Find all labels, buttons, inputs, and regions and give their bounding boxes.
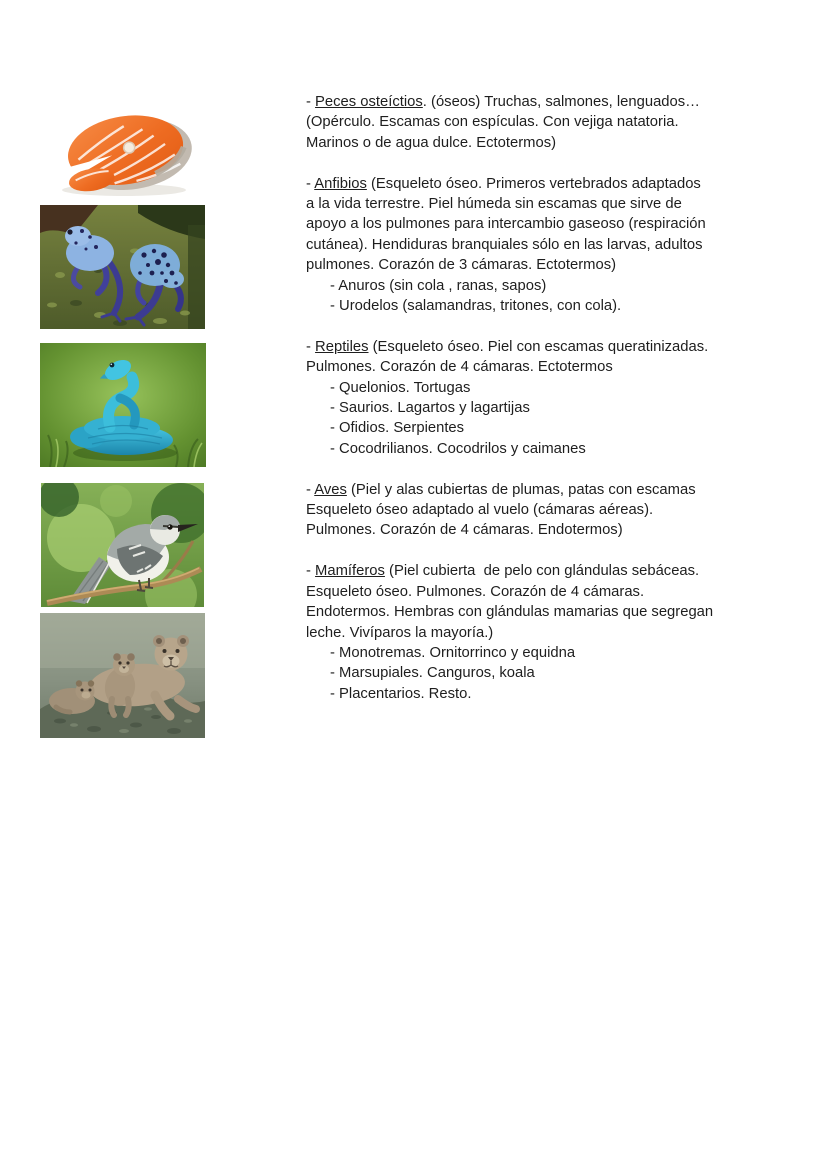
subitem-placentarios: - Placentarios. Resto. [330, 685, 472, 702]
list-dash: - [306, 94, 316, 110]
term-rest: (Piel cubierta de pelo con glándulas sebáceas. [384, 563, 700, 580]
salmon-steak-photo [52, 108, 202, 198]
section-peces-osteictios [306, 92, 742, 153]
list-dash: - [306, 481, 315, 498]
list-dash: - [306, 338, 316, 355]
text-line: leche. Vivíparos la mayoría.) [306, 624, 494, 641]
text-line [306, 337, 742, 357]
section-reptiles [306, 337, 742, 459]
term-rest: (Esqueleto óseo. Primeros vertebrados adaptados [366, 175, 701, 192]
subitem-urodelos: - Urodelos (salamandras, tritones, con cola). [330, 298, 622, 315]
subitem-saurios: - Saurios. Lagartos y lagartijas [330, 400, 530, 417]
section-aves [306, 480, 742, 541]
subitem-cocodrilianos: - Cocodrilianos. Cocodrilos y caimanes [330, 440, 586, 457]
text-line [306, 174, 742, 194]
text-line [306, 561, 742, 581]
text-line: Marinos o de agua dulce. Ectotermos) [306, 134, 557, 151]
text-line: Pulmones. Corazón de 4 cámaras. Ectotermos [306, 359, 613, 376]
subitem-ofidios: - Ofidios. Serpientes [330, 420, 465, 437]
subitem-marsupiales: - Marsupiales. Canguros, koala [330, 665, 535, 682]
mockingbird-photo [41, 483, 204, 607]
subitem-anuros: - Anuros (sin cola , ranas, sapos) [330, 277, 547, 294]
list-dash: - [306, 175, 315, 192]
lions-illustration [40, 613, 205, 738]
section-mamiferos [306, 561, 742, 704]
term-reptiles: Reptiles [315, 338, 369, 355]
term-aves: Aves [314, 481, 347, 498]
text-line: pulmones. Corazón de 3 cámaras. Ectotermos) [306, 257, 617, 274]
section-anfibios [306, 174, 742, 317]
text-line: apoyo a los pulmones para intercambio gaseoso (respiración [306, 216, 706, 233]
blue-poison-dart-frogs-photo [40, 205, 205, 329]
term-anfibios: Anfibios [314, 175, 367, 192]
subitem-monotremas: - Monotremas. Ornitorrinco y equidna [330, 644, 576, 661]
term-peces-osteictios: Peces osteíctios [315, 94, 423, 110]
blue-frogs-illustration [40, 205, 205, 329]
text-line: (Opérculo. Escamas con espículas. Con vejiga natatoria. [306, 114, 679, 131]
text-line: Esqueleto óseo. Pulmones. Corazón de 4 cámaras. [306, 583, 645, 600]
text-line [306, 480, 742, 500]
term-mamiferos: Mamíferos [315, 563, 385, 580]
text-line: cutánea). Hendiduras branquiales sólo en las larvas, adultos [306, 236, 703, 253]
vertebrates-notes-text [306, 92, 742, 704]
blue-snake-illustration [40, 343, 206, 467]
text-line: a la vida terrestre. Piel húmeda sin escamas que sirve de [306, 196, 682, 213]
term-rest: (Piel y alas cubiertas de plumas, patas con escamas [346, 481, 696, 498]
term-rest: . (óseos) Truchas, salmones, lenguados… [422, 94, 700, 110]
text-line: Esqueleto óseo adaptado al vuelo (cámaras aéreas). [306, 502, 654, 519]
salmon-steak-illustration [52, 108, 202, 198]
list-dash: - [306, 563, 316, 580]
blue-viper-snake-photo [40, 343, 206, 467]
term-rest: (Esqueleto óseo. Piel con escamas queratinizadas. [368, 338, 709, 355]
text-line: Pulmones. Corazón de 4 cámaras. Endotermos) [306, 522, 623, 539]
subitem-quelonios: - Quelonios. Tortugas [330, 379, 471, 396]
mockingbird-illustration [41, 483, 204, 607]
lioness-with-cubs-photo [40, 613, 205, 738]
text-line: Endotermos. Hembras con glándulas mamarias que segregan [306, 604, 714, 621]
text-line [306, 92, 742, 112]
